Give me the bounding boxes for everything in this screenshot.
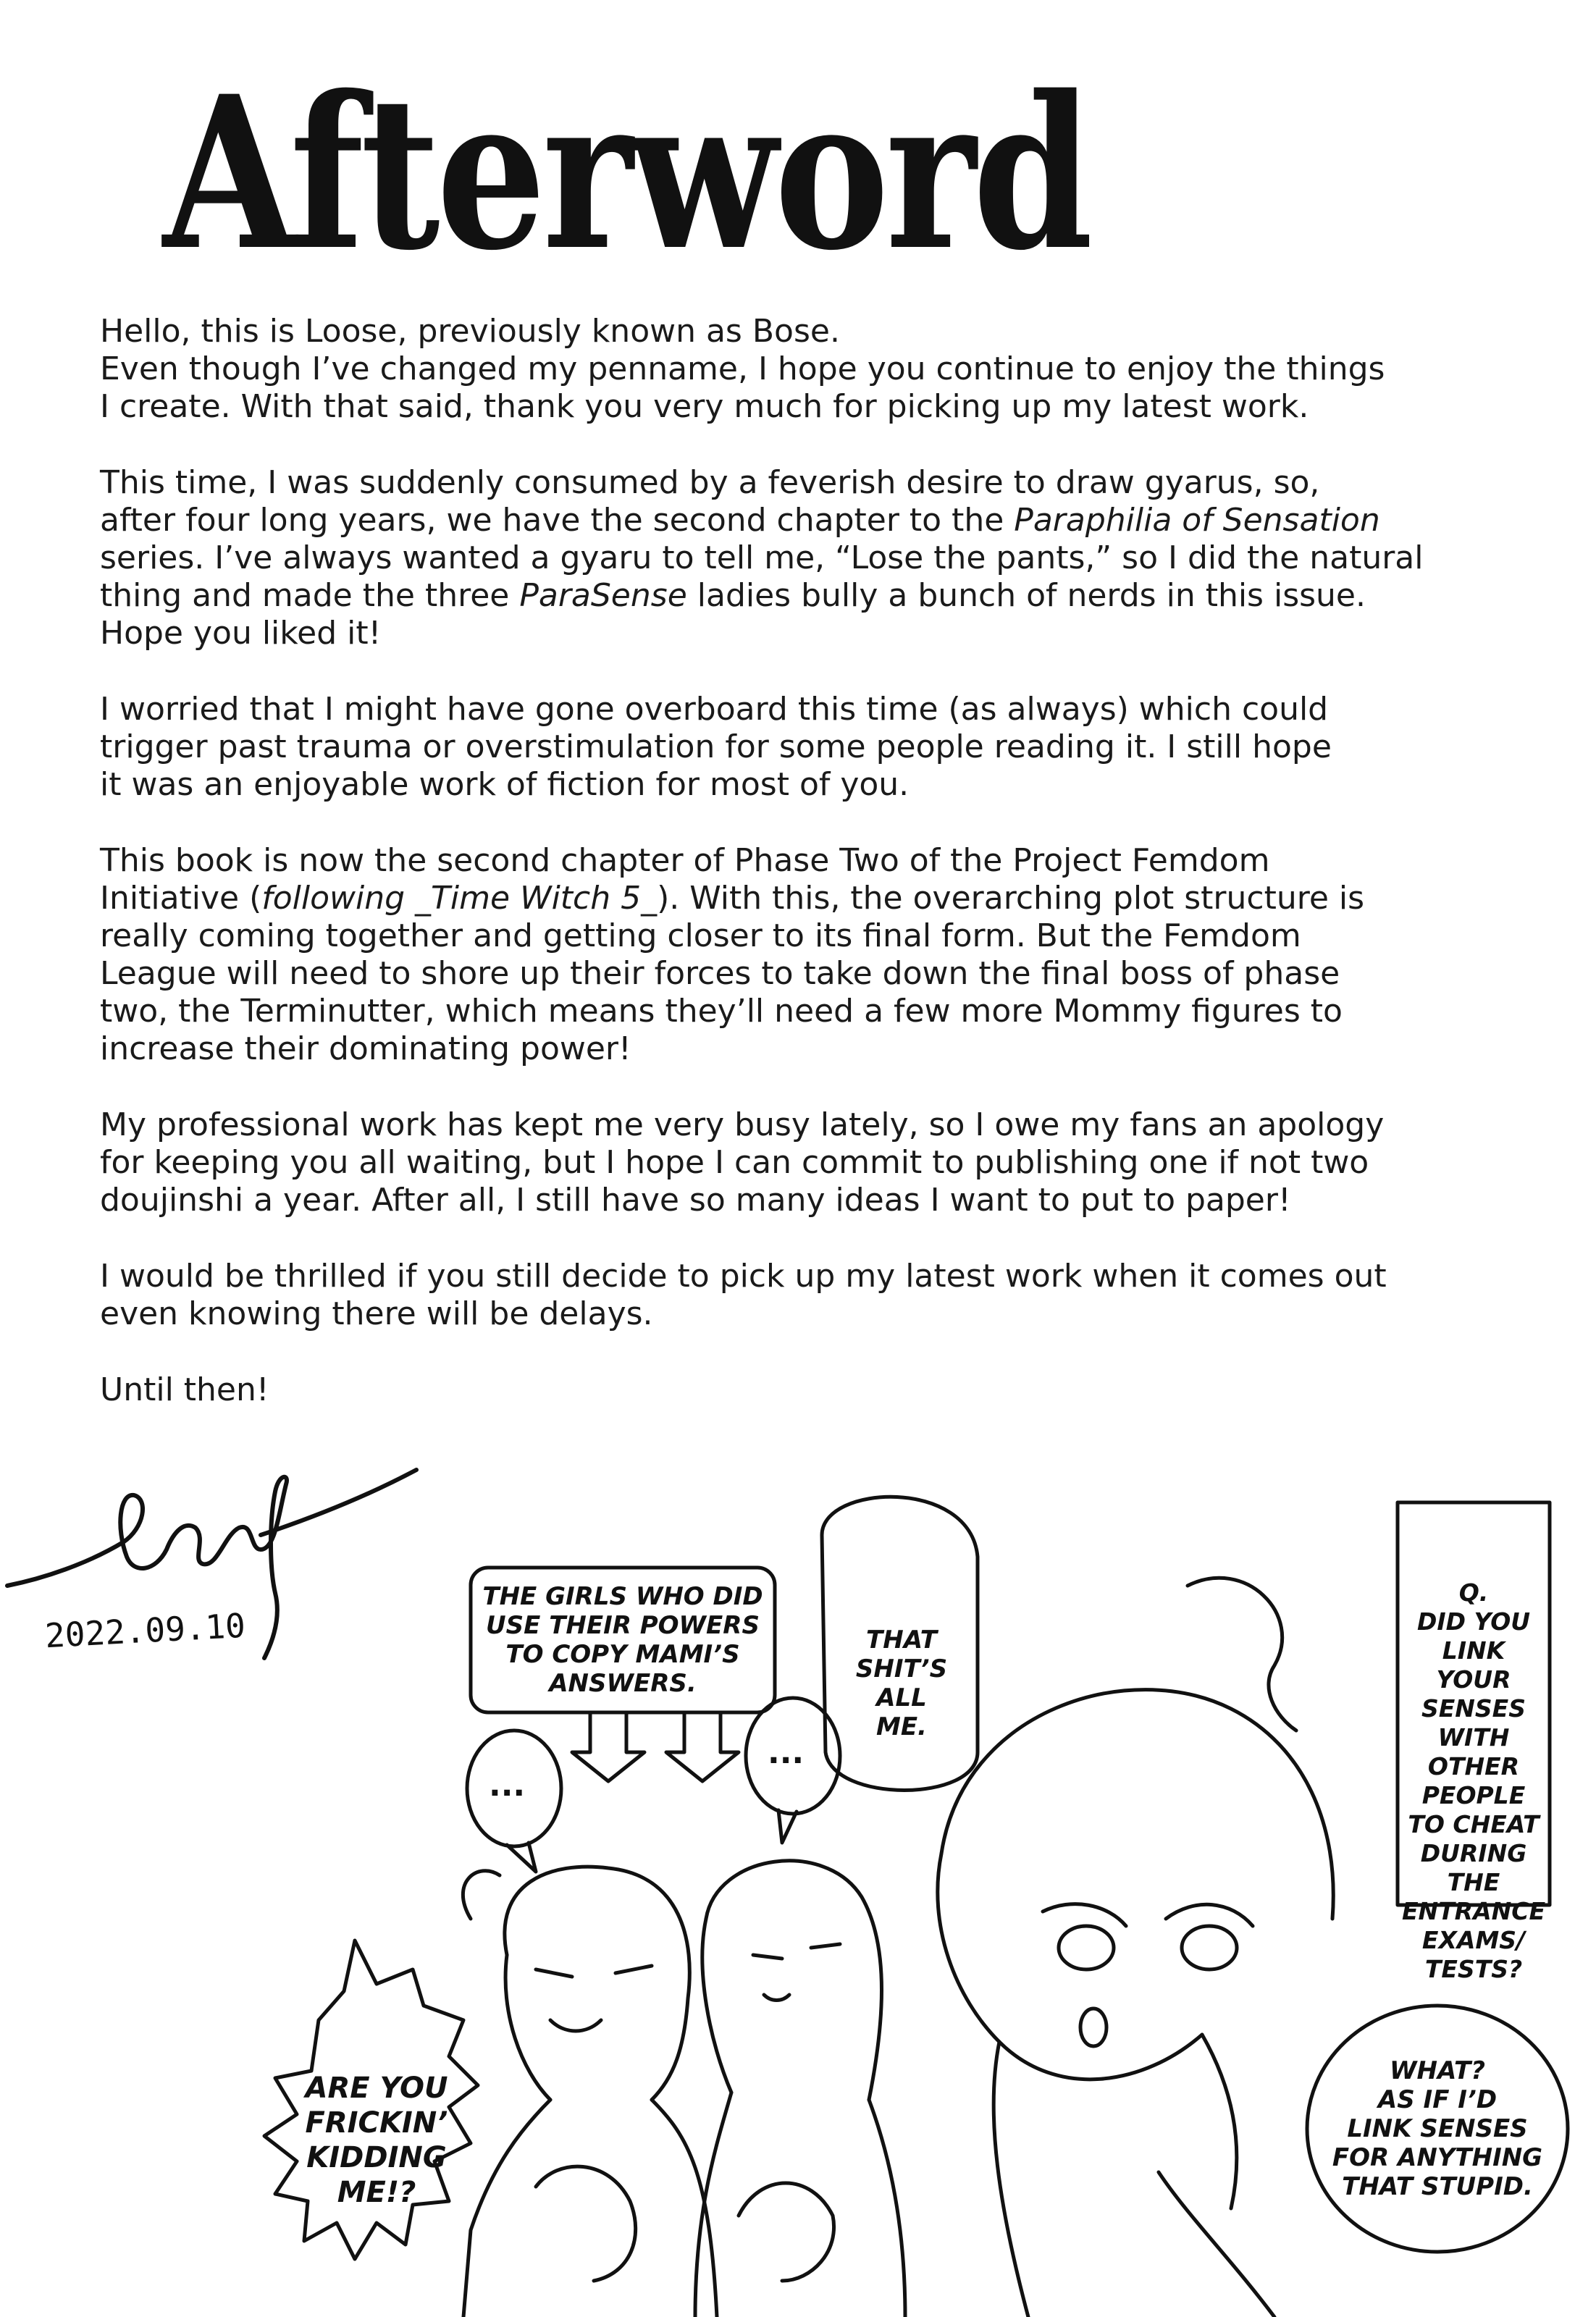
bubble-line: ARE YOU bbox=[305, 2072, 448, 2105]
paragraph-2 bbox=[100, 464, 1519, 652]
text-line: for keeping you all waiting, but I hope I can commit to publishing one if not two bbox=[100, 1144, 1369, 1181]
paragraph-3 bbox=[100, 691, 1519, 804]
paragraph-6 bbox=[100, 1258, 1519, 1333]
bubble-kidding-text bbox=[297, 2071, 456, 2210]
text-line: League will need to shore up their forces to take down the final boss of phase bbox=[100, 955, 1340, 992]
text-line: I would be thrilled if you still decide to pick up my latest work when it comes out bbox=[100, 1258, 1387, 1295]
text-line: Hello, this is Loose, previously known as Bose. bbox=[100, 313, 840, 350]
bubble-shit-text bbox=[829, 1626, 974, 1741]
bubble-line: THAT STUPID. bbox=[1342, 2172, 1533, 2201]
bubble-line: WHAT? bbox=[1390, 2056, 1485, 2085]
narration-line: PEOPLE bbox=[1421, 1781, 1526, 1809]
narration-line: ENTRANCE bbox=[1402, 1897, 1545, 1925]
text-segment: ). With this, the overarching plot structure is bbox=[657, 880, 1365, 917]
bubble-line: FOR ANYTHING bbox=[1332, 2143, 1543, 2172]
text-line: increase their dominating power! bbox=[100, 1030, 631, 1067]
text-line: My professional work has kept me very busy lately, so I owe my fans an apology bbox=[100, 1106, 1385, 1143]
text-line bbox=[100, 577, 1519, 615]
paragraph-7 bbox=[100, 1371, 1519, 1409]
text-line: This book is now the second chapter of Phase Two of the Project Femdom bbox=[100, 842, 1270, 879]
paragraph-4 bbox=[100, 842, 1519, 1068]
narration-line: TO CHEAT bbox=[1408, 1810, 1540, 1838]
text-line: even knowing there will be delays. bbox=[100, 1295, 653, 1332]
bubble-line: AS IF I’D bbox=[1377, 2085, 1498, 2114]
text-segment: after four long years, we have the second chapter to the bbox=[100, 502, 1015, 539]
bubble-line: TO COPY MAMI’S bbox=[505, 1640, 740, 1669]
text-line bbox=[100, 502, 1519, 539]
narration-line: SENSES bbox=[1421, 1694, 1526, 1723]
bubble-girls-text bbox=[478, 1582, 768, 1698]
referenced-title: following _Time Witch 5_ bbox=[261, 880, 658, 917]
afterword-body bbox=[100, 313, 1519, 1447]
text-segment: Initiative ( bbox=[100, 880, 262, 917]
text-line: doujinshi a year. After all, I still have so many ideas I want to put to paper! bbox=[100, 1182, 1291, 1219]
text-line: Until then! bbox=[100, 1371, 269, 1408]
narration-line: TESTS? bbox=[1424, 1955, 1523, 1983]
narration-line: WITH OTHER bbox=[1427, 1723, 1520, 1780]
bubble-line: LINK SENSES bbox=[1347, 2114, 1528, 2143]
text-segment: ladies bully a bunch of nerds in this issue. bbox=[686, 577, 1366, 614]
page-title: Afterword bbox=[163, 51, 1090, 297]
bubble-line: THAT bbox=[866, 1626, 937, 1654]
text-segment: thing and made the three bbox=[100, 577, 520, 614]
narration-line: EXAMS/ bbox=[1421, 1926, 1526, 1954]
narration-line: LINK YOUR bbox=[1436, 1636, 1511, 1694]
text-line: I create. With that said, thank you very much for picking up my latest work. bbox=[100, 388, 1309, 425]
bubble-line: KIDDING bbox=[306, 2141, 447, 2174]
narration-line: Q. bbox=[1458, 1578, 1489, 1607]
paragraph-5 bbox=[100, 1106, 1519, 1219]
text-line: two, the Terminutter, which means they’ll need a few more Mommy figures to bbox=[100, 993, 1343, 1030]
text-line bbox=[100, 880, 1519, 917]
bubble-line: FRICKIN’ bbox=[305, 2106, 448, 2140]
bubble-line: SHIT’S ALL bbox=[855, 1654, 948, 1712]
bubble-dots-left-text: ... bbox=[489, 1767, 526, 1804]
bubble-line: USE THEIR POWERS bbox=[486, 1611, 760, 1640]
bubble-line: ME!? bbox=[337, 2176, 416, 2209]
series-short-title: ParaSense bbox=[519, 577, 687, 614]
narration-question bbox=[1401, 1578, 1546, 1984]
series-title: Paraphilia of Sensation bbox=[1014, 502, 1380, 539]
narration-line: DID YOU bbox=[1416, 1607, 1531, 1636]
text-line: I worried that I might have gone overboard this time (as always) which could bbox=[100, 691, 1329, 728]
bubble-line: ANSWERS. bbox=[549, 1669, 697, 1698]
narration-line: DURING THE bbox=[1420, 1839, 1527, 1896]
text-line: trigger past trauma or overstimulation for some people reading it. I still hope bbox=[100, 728, 1332, 765]
text-line: This time, I was suddenly consumed by a feverish desire to draw gyarus, so, bbox=[100, 464, 1320, 501]
text-line: Even though I’ve changed my penname, I hope you continue to enjoy the things bbox=[100, 350, 1385, 387]
signature-date: 2022.09.10 bbox=[43, 1605, 247, 1656]
bubble-line: THE GIRLS WHO DID bbox=[482, 1582, 763, 1611]
text-line: really coming together and getting closer to its final form. But the Femdom bbox=[100, 917, 1301, 954]
bubble-line: ME. bbox=[876, 1712, 927, 1741]
text-line: Hope you liked it! bbox=[100, 615, 382, 652]
bubble-dots-right-text: ... bbox=[768, 1734, 805, 1771]
text-line: series. I’ve always wanted a gyaru to tell me, “Lose the pants,” so I did the natural bbox=[100, 539, 1424, 576]
text-line: it was an enjoyable work of fiction for most of you. bbox=[100, 766, 910, 803]
paragraph-1 bbox=[100, 313, 1519, 426]
bubble-what-text bbox=[1322, 2056, 1553, 2201]
